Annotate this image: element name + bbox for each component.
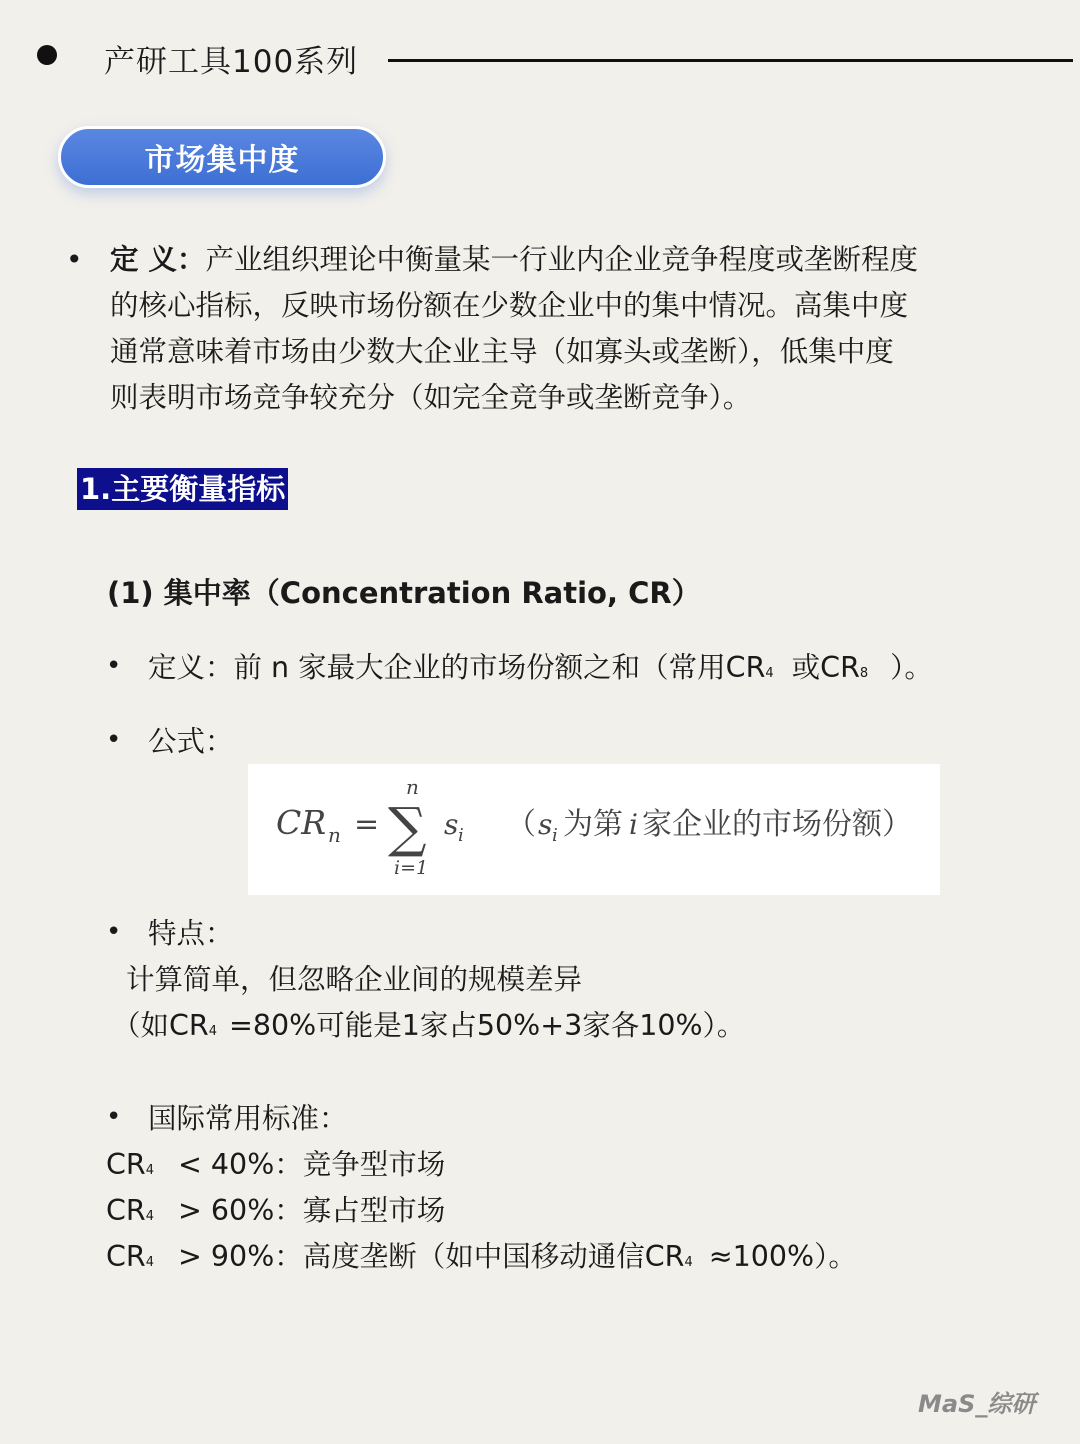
definition-line: 则表明市场竞争较充分（如完全竞争或垄断竞争）。 — [110, 381, 752, 414]
formula-sum-lower: i=1 — [394, 857, 429, 879]
series-title: 产研工具100系列 — [104, 44, 359, 80]
definition-line: 定 义：产业组织理论中衡量某一行业内企业竞争程度或垄断程度 — [110, 243, 918, 276]
standard-row: CR4 > 90%：高度垄断（如中国移动通信CR4 ≈100%）。 — [106, 1240, 857, 1273]
features-bullet-icon: • — [106, 917, 122, 947]
header-divider — [388, 59, 1073, 62]
standards-label: 国际常用标准： — [148, 1102, 348, 1135]
formula-note-end: 家企业的市场份额） — [642, 807, 912, 842]
topic-badge — [58, 126, 386, 188]
header-bullet-icon — [37, 45, 57, 65]
features-label: 特点： — [148, 917, 234, 950]
formula-svg — [248, 764, 940, 895]
definition-bullet-icon: • — [66, 243, 83, 276]
formula-term-sub: i — [458, 825, 464, 846]
formula-note-open: （ — [506, 807, 536, 842]
formula-note-var: s — [538, 808, 553, 841]
definition-line: 通常意味着市场由少数大企业主导（如寡头或垄断），低集中度 — [110, 335, 894, 368]
formula-note-mid: 为第 — [563, 807, 623, 842]
formula-sum-upper: n — [406, 775, 419, 799]
standards-bullet-icon: • — [106, 1102, 122, 1132]
formula-note-i: i — [629, 808, 638, 841]
formula-box — [248, 764, 940, 895]
cr-definition-bullet-icon: • — [106, 651, 122, 681]
features-line: 计算简单，但忽略企业间的规模差异 — [126, 963, 583, 996]
formula-note-var-sub: i — [552, 825, 558, 846]
topic-title: 市场集中度 — [144, 143, 300, 178]
cr-definition: 定义：前 n 家最大企业的市场份额之和（常用CR4 或CR8 ）。 — [148, 651, 933, 684]
formula-label: 公式： — [148, 725, 234, 758]
formula-equals: = — [354, 807, 380, 842]
sigma-icon: ∑ — [388, 796, 427, 859]
cr-heading: (1) 集中率（Concentration Ratio, CR） — [107, 576, 701, 610]
formula-lhs: CR — [276, 803, 327, 842]
formula-lhs-sub: n — [328, 823, 341, 847]
section-heading: 1.主要衡量指标 — [77, 468, 288, 510]
watermark: MaS_综研 — [918, 1390, 1036, 1418]
definition-label: 定 义： — [110, 243, 206, 276]
definition-line: 的核心指标，反映市场份额在少数企业中的集中情况。高集中度 — [110, 289, 909, 322]
formula-bullet-icon: • — [106, 725, 122, 755]
formula-term: s — [444, 808, 459, 841]
standard-row: CR4 > 60%：寡占型市场 — [106, 1194, 446, 1227]
standard-row: CR4 < 40%：竞争型市场 — [106, 1148, 446, 1181]
features-example: （如CR4 =80%可能是1家占50%+3家各10%）。 — [112, 1009, 746, 1042]
definition-paragraph — [110, 237, 1000, 421]
